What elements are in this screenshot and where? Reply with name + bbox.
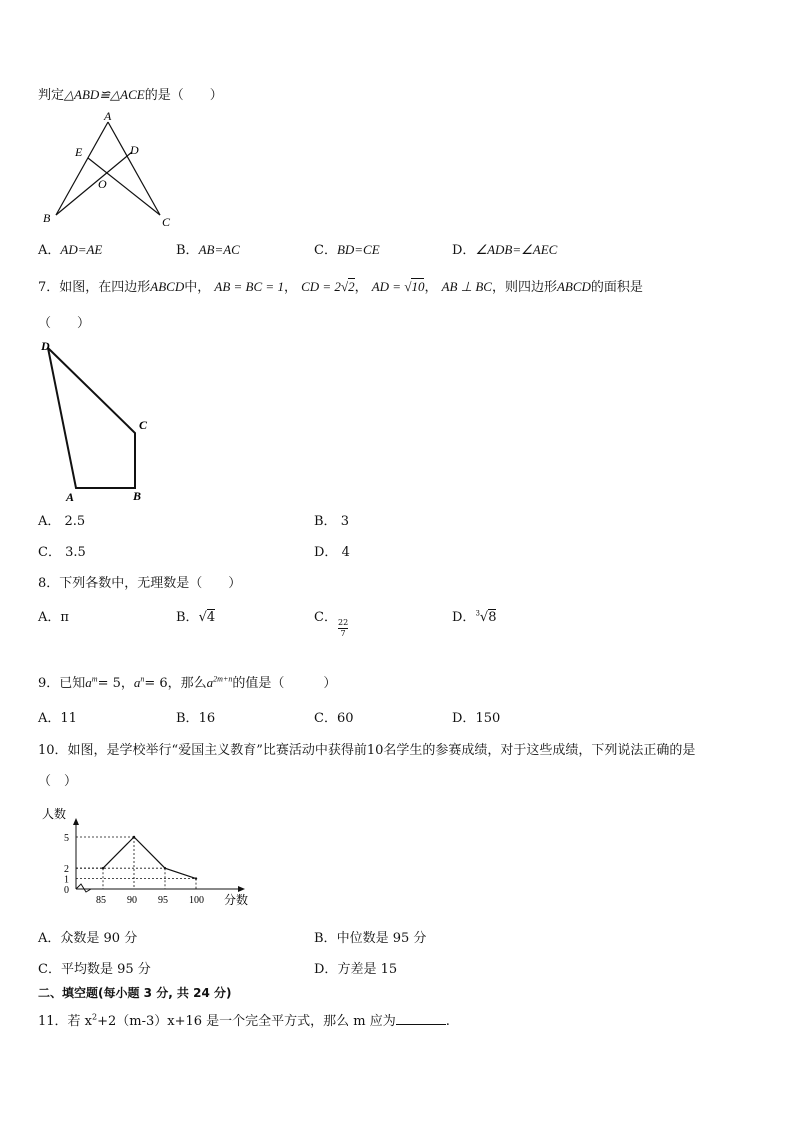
q7-paren: （ ） (38, 316, 91, 331)
q11-answer-blank[interactable] (396, 1012, 446, 1025)
q9-stem: 9．已知$a^m= 5$，$a^n= 6$，那么$a^{2m+n}$的值是（ ） (38, 674, 337, 691)
q6-label-E: E (75, 145, 83, 159)
q8-option-d: D．$^3$√8 (452, 609, 497, 625)
chart-x-tick-label: 100 (189, 895, 204, 906)
q7-stem: 7．如图，在四边形ABCD中， AB = BC = 1， CD = 2√2， AD = √10， AB ⊥ BC，则四边形ABCD的面积是 (38, 279, 643, 295)
chart-y-tick-label: 0 (64, 885, 69, 896)
q7-option-a: A． 2.5 (38, 514, 86, 529)
chart-y-tick-label: 5 (64, 833, 69, 844)
q10-option-a: A．众数是 90 分 (38, 931, 138, 946)
q6-stem: 判定△ABD≌△ACE的是（ ） (38, 87, 223, 103)
q7-label-C: C (139, 418, 148, 432)
q10-option-c: C．平均数是 95 分 (38, 962, 151, 977)
chart-x-axis-label: 分数 (224, 893, 249, 907)
q6-triangle-figure (38, 110, 178, 230)
q9-option-d: D．150 (452, 711, 501, 726)
q8-stem: 8．下列各数中，无理数是（ ） (38, 576, 242, 591)
q10-line-chart (38, 800, 268, 910)
section-heading: 二、填空题(每小题 3 分, 共 24 分) (38, 986, 232, 1000)
q7-option-d: D． 4 (314, 545, 350, 560)
q6-label-D: D (130, 143, 139, 157)
q7-cond-ad: AD = √10 (371, 279, 425, 294)
q7-option-b: B． 3 (314, 514, 349, 529)
q6-label-O: O (98, 177, 107, 191)
q11-stem: 11．若 $x^2+2(m-3)x+16$ 是一个完全平方式，那么 m 应为 . (38, 1012, 450, 1029)
q7-label-D: D (41, 339, 50, 353)
q8-option-b: B．√4 (176, 610, 216, 625)
chart-point (164, 867, 166, 869)
chart-x-tick-label: 95 (158, 895, 168, 906)
q6-congruence: △ABD≌△ACE (64, 87, 145, 102)
q7-option-c: C． 3.5 (38, 545, 86, 560)
q10-option-d: D．方差是 15 (314, 962, 398, 977)
q6-option-d: D．∠ADB=∠AEC (452, 242, 558, 258)
chart-x-tick-label: 90 (127, 895, 137, 906)
chart-series-line (103, 837, 196, 879)
q7-label-A: A (66, 490, 75, 504)
chart-axis-break (76, 884, 91, 892)
q6-option-b: B．AB=AC (176, 242, 240, 258)
q6-option-a: A．AD=AE (38, 242, 103, 258)
q6-label-B: B (43, 211, 51, 225)
chart-y-axis-arrow (73, 818, 79, 825)
chart-x-axis-arrow (238, 886, 245, 892)
chart-point (102, 867, 104, 869)
chart-point (195, 877, 197, 879)
q8-fraction: 22 7 (338, 618, 349, 638)
q6-label-C: C (162, 215, 171, 229)
q10-paren: （ ） (38, 774, 78, 789)
chart-x-tick-label: 85 (96, 895, 106, 906)
q6-label-A: A (104, 109, 112, 123)
chart-point (133, 836, 135, 838)
q10-option-b: B．中位数是 95 分 (314, 931, 427, 946)
q8-option-a: A．π (38, 610, 69, 625)
q9-option-a: A．11 (38, 711, 77, 726)
chart-y-tick-label: 1 (64, 874, 69, 886)
q7-quadrilateral-figure (38, 338, 168, 503)
chart-y-axis-label: 人数 (42, 807, 67, 821)
q7-cond-ab-bc: AB = BC = 1 (214, 279, 284, 294)
q10-stem: 10．如图，是学校举行“爱国主义教育”比赛活动中获得前10名学生的参赛成绩，对于这些成绩，下列说法正确的是 (38, 743, 696, 758)
chart-y-tick-label: 2 (64, 864, 69, 876)
q8-option-c: C． 22 7 (314, 610, 349, 638)
q7-label-B: B (133, 489, 142, 503)
q7-cond-cd: CD = 2√2 (301, 279, 355, 294)
q6-option-c: C．BD=CE (314, 242, 380, 258)
q9-option-b: B．16 (176, 711, 216, 726)
q7-cond-perp: AB ⊥ BC (441, 279, 492, 294)
q9-option-c: C．60 (314, 711, 354, 726)
